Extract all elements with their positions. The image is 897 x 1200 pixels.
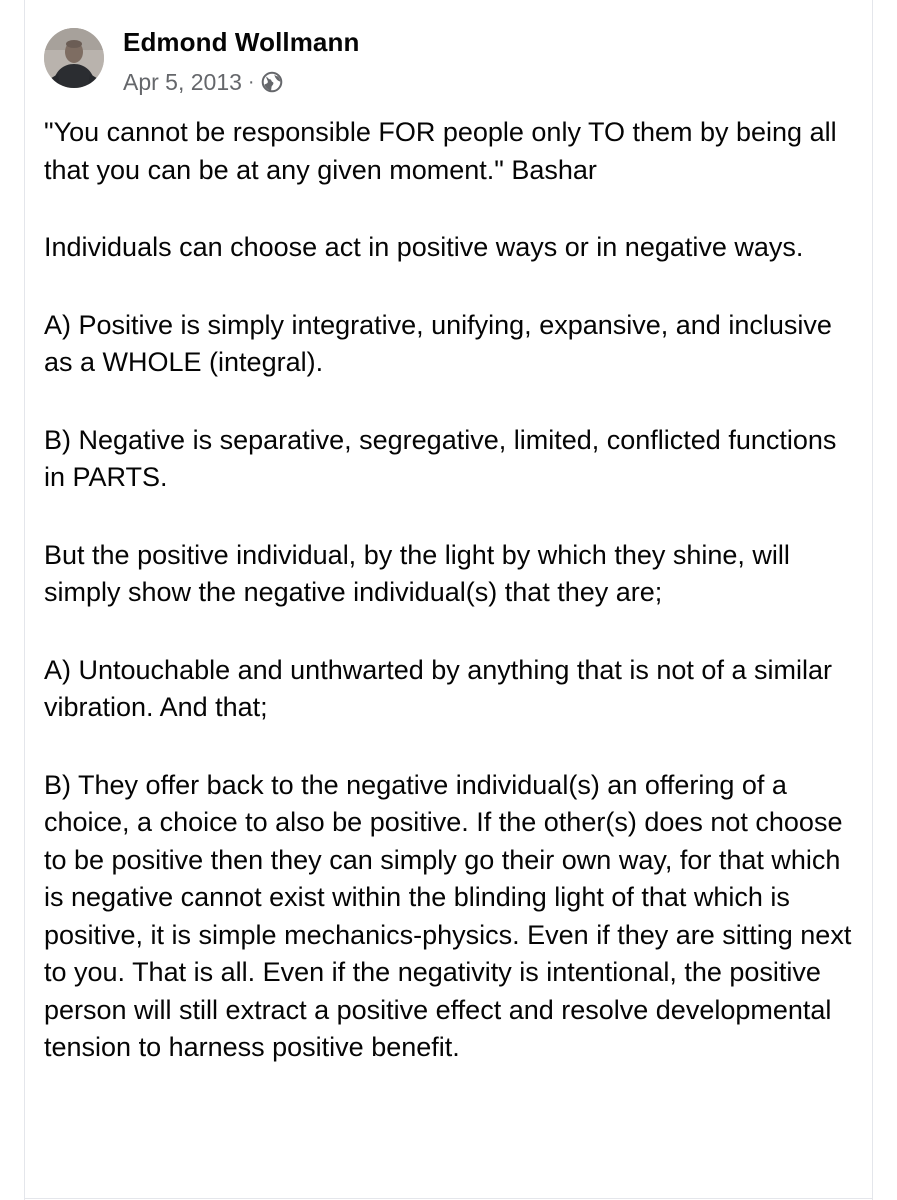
post-paragraph-offer: B) They offer back to the negative individual(s) an offering of a choice, a choice to also be positive. If the other(s) does not choose to be positive then they can simply go their own way, for that which is negative cannot exist within the blinding light of that which is positive, it is simple mechanics-physics. Even if they are sitting next to you. That is all. Even if the negativity is intentional, the positive person will still extract a positive effect and resolve developmental tension to harness positive benefit.: [44, 769, 852, 1062]
frame-right-border: [872, 0, 873, 1200]
post-body: [44, 114, 864, 1067]
post-paragraph-light: But the positive individual, by the light by which they shine, will simply show the negative individual(s) that they are;: [44, 539, 790, 607]
avatar[interactable]: [44, 28, 104, 88]
post-paragraph-positive: A) Positive is simply integrative, unifying, expansive, and inclusive as a WHOLE (integral).: [44, 309, 832, 377]
post-card: [44, 26, 864, 1067]
post-date[interactable]: Apr 5, 2013: [123, 68, 242, 95]
author-name[interactable]: Edmond Wollmann: [123, 27, 360, 57]
post-meta: [123, 67, 283, 97]
post-paragraph-quote: "You cannot be responsible FOR people only TO them by being all that you can be at any given moment." Bashar: [44, 117, 837, 185]
frame-left-border: [24, 0, 25, 1200]
post-paragraph-negative: B) Negative is separative, segregative, limited, conflicted functions in PARTS.: [44, 424, 837, 492]
post-header: [44, 26, 864, 100]
avatar-photo: [44, 28, 104, 88]
post-paragraph-untouchable: A) Untouchable and unthwarted by anything that is not of a similar vibration. And that;: [44, 654, 832, 722]
meta-separator: ·: [247, 70, 255, 93]
post-paragraph-intro: Individuals can choose act in positive ways or in negative ways.: [44, 232, 804, 262]
frame-bottom-border: [24, 1198, 873, 1199]
globe-icon[interactable]: [261, 71, 283, 93]
